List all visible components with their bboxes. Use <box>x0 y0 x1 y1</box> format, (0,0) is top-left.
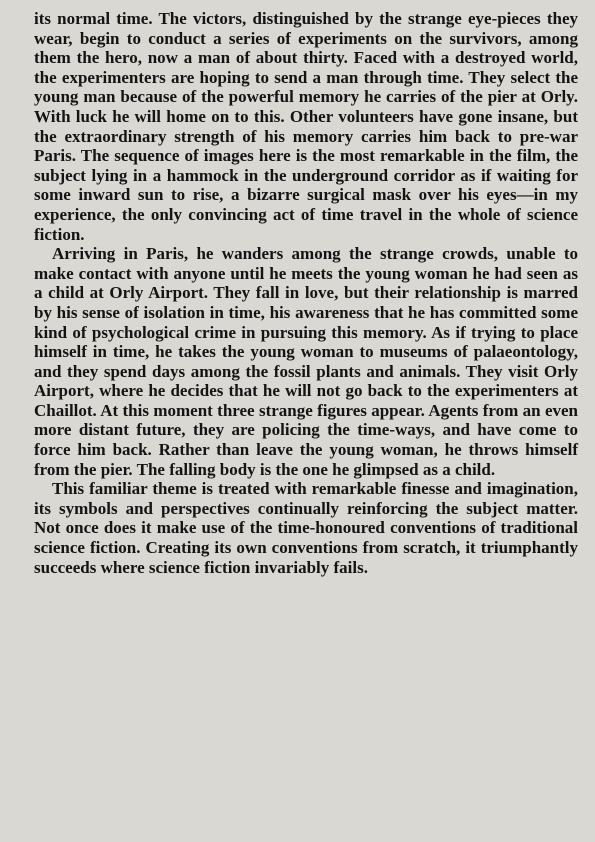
paragraph-2: Arriving in Paris, he wanders among the strange crowds, unable to make contact with anyone until he meets the young woman he had seen as a child at Orly Airport. They fall in love, but their relationship is marred by his sense of isolation in time, his awareness that he has committed some kind of psychological crime in pursuing this memory. As if trying to place himself in time, he takes the young woman to museums of palaeontology, and they spend days among the fossil plants and animals. They visit Orly Airport, where he decides that he will not go back to the experimenters at Chaillot. At this moment three strange figures appear. Agents from an even more distant future, they are policing the time-ways, and have come to force him back. Rather than leave the young woman, he throws himself from the pier. The falling body is the one he glimpsed as a child. <box>34 244 578 479</box>
paragraph-1: its normal time. The victors, distinguished by the strange eye-pieces they wear, begin to conduct a series of experiments on the survivors, among them the hero, now a man of about thirty. Faced with a destroyed world, the experimenters are hoping to send a man through time. They select the young man because of the powerful memory he carries of the pier at Orly. With luck he will home on to this. Other volunteers have gone insane, but the extraordinary strength of his memory carries him back to pre-war Paris. The sequence of images here is the most remarkable in the film, the subject lying in a hammock in the underground corridor as if waiting for some inward sun to rise, a bizarre surgical mask over his eyes—in my experience, the only convincing act of time travel in the whole of science fiction. <box>34 9 578 244</box>
paragraph-3: This familiar theme is treated with remarkable finesse and imagination, its symbols and perspectives continually reinforcing the subject matter. Not once does it make use of the time-honoured conventions of traditional science fiction. Creating its own conventions from scratch, it triumphantly succeeds where science fiction invariably fails. <box>34 479 578 577</box>
